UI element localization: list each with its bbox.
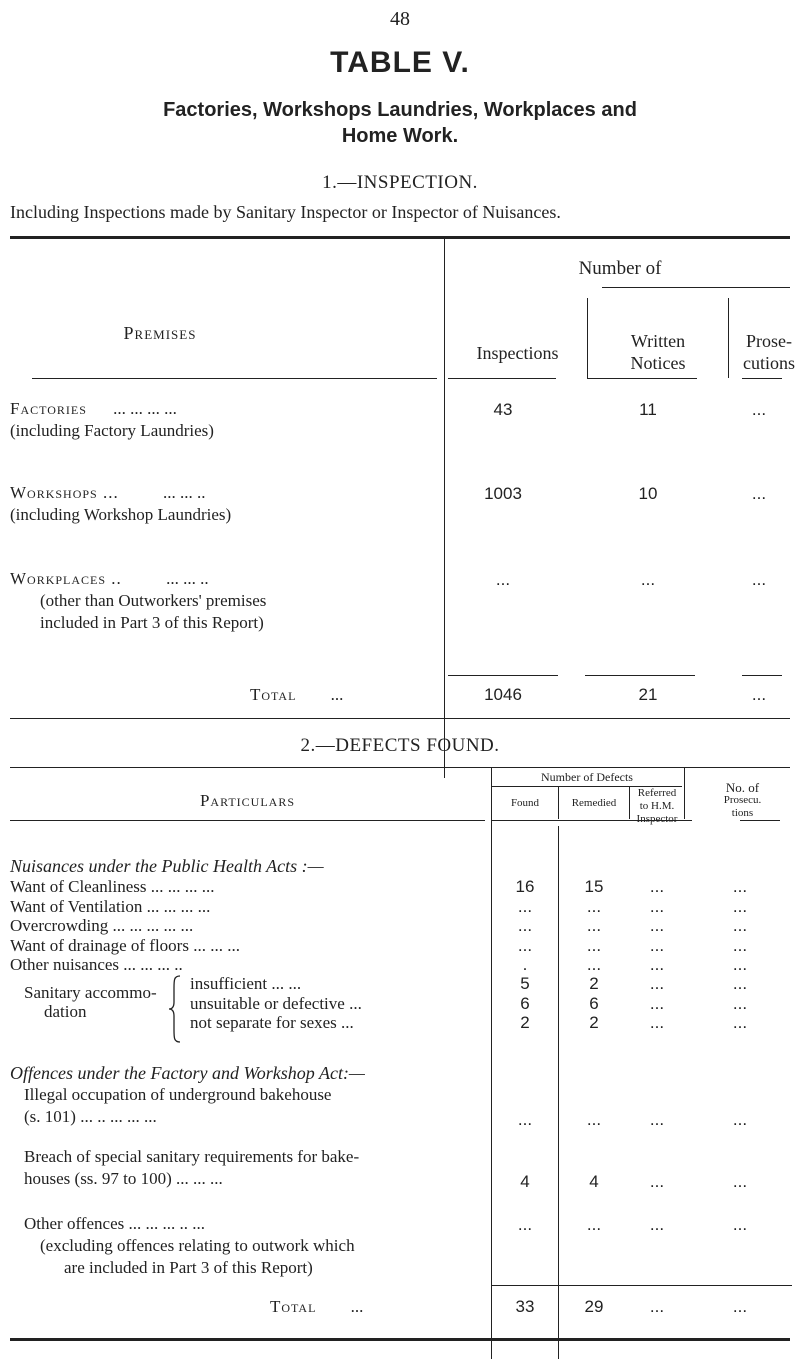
total-referred: ... bbox=[649, 1297, 665, 1316]
prosecutions-value: ... bbox=[751, 570, 767, 589]
row-sublabel: included in Part 3 of this Report) bbox=[40, 613, 264, 632]
found-value: ... bbox=[517, 935, 533, 955]
notices-value: 10 bbox=[638, 484, 658, 503]
section-2-heading: 2.—DEFECTS FOUND. bbox=[300, 735, 500, 756]
section-1-note: Including Inspections made by Sanitary Inspector or Inspector of Nuisances. bbox=[10, 202, 561, 222]
subtitle-line-1: Factories, Workshops Laundries, Workplaces and bbox=[163, 99, 637, 121]
prosecutions-value: ... bbox=[732, 955, 748, 974]
prosecutions-label: No. of bbox=[725, 780, 760, 795]
referred-label: to H.M. bbox=[639, 800, 675, 812]
table-bottom-rule bbox=[10, 1338, 790, 1341]
group-heading: Nuisances under the Public Health Acts :— bbox=[10, 856, 324, 876]
found-value: ... bbox=[517, 1110, 533, 1129]
remedied-value: ... bbox=[586, 1110, 602, 1129]
remedied-value: ... bbox=[586, 955, 602, 974]
referred-value: ... bbox=[649, 974, 665, 993]
notices-value: ... bbox=[640, 570, 656, 589]
number-of-defects-header: Number of Defects bbox=[541, 770, 633, 784]
row-label: Breach of special sanitary requirements for bake- bbox=[24, 1147, 360, 1166]
header-rule bbox=[587, 378, 697, 379]
row-label: Overcrowding ... ... ... ... ... bbox=[10, 916, 194, 935]
prosecutions-value: ... bbox=[732, 1013, 748, 1032]
row-label: are included in Part 3 of this Report) bbox=[64, 1258, 313, 1277]
written-notices-header bbox=[588, 330, 728, 374]
cutions-label: cutions bbox=[743, 353, 795, 373]
row-label: houses (ss. 97 to 100) ... ... ... bbox=[24, 1169, 223, 1188]
row-label: Want of drainage of floors ... ... ... bbox=[10, 935, 240, 955]
section-1-heading: 1.—INSPECTION. bbox=[322, 172, 478, 193]
remedied-value: 2 bbox=[589, 974, 599, 993]
row-label: unsuitable or defective ... bbox=[190, 993, 362, 1013]
notices-value: 11 bbox=[639, 400, 657, 419]
row-sublabel: (including Workshop Laundries) bbox=[10, 505, 232, 524]
row-label: Illegal occupation of underground bakehouse bbox=[24, 1085, 332, 1104]
remedied-value: ... bbox=[586, 1215, 602, 1234]
row-label: Other offences ... ... ... .. ... bbox=[24, 1214, 205, 1233]
referred-value: ... bbox=[649, 1110, 665, 1129]
found-value: 16 bbox=[515, 877, 535, 896]
found-value: 2 bbox=[520, 1013, 530, 1032]
found-value: 5 bbox=[520, 974, 530, 993]
prosecutions-value: ... bbox=[732, 974, 748, 993]
remedied-header: Remedied bbox=[571, 797, 617, 809]
table-bottom-rule bbox=[10, 718, 790, 719]
header-rule bbox=[742, 378, 782, 379]
row-label: Want of Cleanliness ... ... ... ... bbox=[10, 877, 215, 896]
remedied-value: 6 bbox=[589, 993, 599, 1013]
referred-value: ... bbox=[649, 1172, 665, 1191]
table-top-rule bbox=[10, 236, 790, 239]
header-rule bbox=[740, 820, 780, 821]
total-row bbox=[270, 1296, 363, 1318]
remedied-value: 4 bbox=[589, 1172, 599, 1191]
column-divider bbox=[491, 767, 492, 1359]
found-header: Found bbox=[510, 797, 540, 809]
referred-label: Inspector bbox=[636, 813, 678, 825]
row-label: Other nuisances ... ... ... .. bbox=[10, 955, 183, 974]
found-value: ... bbox=[517, 1215, 533, 1234]
total-rule bbox=[585, 675, 695, 676]
remedied-value: 15 bbox=[584, 877, 604, 896]
header-rule bbox=[10, 820, 485, 821]
prosecutions-value: ... bbox=[732, 896, 748, 916]
prosecutions-value: ... bbox=[732, 916, 748, 935]
inspections-value: ... bbox=[495, 570, 511, 589]
table-row bbox=[10, 482, 206, 504]
header-rule bbox=[492, 820, 692, 821]
prosecutions-header bbox=[685, 781, 800, 820]
total-notices: 21 bbox=[638, 685, 658, 704]
prosecutions-header bbox=[729, 330, 800, 374]
row-label: Workplaces .. bbox=[10, 569, 122, 588]
total-rule bbox=[492, 1285, 792, 1286]
referred-value: ... bbox=[649, 1215, 665, 1234]
leader-dots: ... bbox=[350, 1297, 364, 1316]
referred-label: Referred bbox=[637, 787, 677, 799]
total-inspections: 1046 bbox=[484, 685, 522, 704]
prosecutions-value: ... bbox=[732, 935, 748, 955]
notices-label: Notices bbox=[630, 353, 686, 373]
remedied-value: ... bbox=[586, 896, 602, 916]
prose-label: Prose- bbox=[746, 331, 792, 351]
leader-dots: ... ... ... ... bbox=[113, 399, 177, 418]
total-found: 33 bbox=[515, 1297, 535, 1316]
inspections-value: 1003 bbox=[484, 484, 522, 503]
leader-dots: ... bbox=[330, 685, 344, 704]
leader-dots: ... ... .. bbox=[163, 483, 206, 502]
prosecutions-value: ... bbox=[732, 877, 748, 896]
prosecutions-value: ... bbox=[732, 1110, 748, 1129]
sanitary-brace bbox=[168, 974, 182, 1044]
premises-header: Premises bbox=[123, 323, 197, 343]
total-rule bbox=[742, 675, 782, 676]
row-sublabel: (including Factory Laundries) bbox=[10, 421, 214, 440]
remedied-value: 2 bbox=[589, 1013, 599, 1032]
prosecutions-value: ... bbox=[732, 993, 748, 1013]
subtitle-line-2: Home Work. bbox=[341, 125, 459, 147]
page-subtitle bbox=[0, 97, 800, 149]
prosecutions-value: ... bbox=[732, 1215, 748, 1234]
written-label: Written bbox=[630, 331, 686, 351]
referred-value: ... bbox=[649, 935, 665, 955]
inspections-header: Inspections bbox=[476, 343, 559, 363]
remedied-value: ... bbox=[586, 916, 602, 935]
found-value: ... bbox=[517, 916, 533, 935]
leader-dots: ... ... .. bbox=[166, 569, 209, 588]
total-remedied: 29 bbox=[584, 1297, 604, 1316]
prosecutions-label: tions bbox=[731, 807, 754, 819]
referred-value: ... bbox=[649, 896, 665, 916]
total-label: Total bbox=[270, 1297, 317, 1316]
row-label: (s. 101) ... .. ... ... ... bbox=[24, 1107, 157, 1126]
row-label: (excluding offences relating to outwork which bbox=[40, 1236, 355, 1255]
row-label: not separate for sexes ... bbox=[190, 1013, 354, 1032]
row-label: Factories bbox=[10, 399, 87, 418]
sanitary-label bbox=[24, 983, 157, 1021]
remedied-value: ... bbox=[586, 935, 602, 955]
total-prosecutions: ... bbox=[732, 1297, 748, 1316]
header-rule bbox=[32, 378, 437, 379]
found-value: 6 bbox=[520, 993, 530, 1013]
prosecutions-label: Prosecu. bbox=[723, 794, 762, 806]
row-label: Workshops ... bbox=[10, 483, 119, 502]
column-divider bbox=[444, 238, 445, 778]
sanitary-label-line: Sanitary accommo- bbox=[24, 983, 157, 1002]
table-row bbox=[10, 568, 209, 590]
referred-value: ... bbox=[649, 916, 665, 935]
particulars-header: Particulars bbox=[199, 791, 296, 810]
table-top-rule bbox=[10, 767, 790, 768]
referred-value: ... bbox=[649, 993, 665, 1013]
group-heading: Offences under the Factory and Workshop Act:— bbox=[10, 1063, 365, 1083]
row-label: Want of Ventilation ... ... ... ... bbox=[10, 896, 211, 916]
prosecutions-value: ... bbox=[751, 400, 767, 419]
row-sublabel: (other than Outworkers' premises bbox=[40, 591, 267, 610]
total-row bbox=[250, 684, 343, 706]
found-value: 4 bbox=[520, 1172, 530, 1191]
referred-value: ... bbox=[649, 877, 665, 896]
page-number: 48 bbox=[390, 8, 410, 30]
referred-value: ... bbox=[649, 1013, 665, 1032]
page-title: TABLE V. bbox=[330, 46, 470, 79]
number-of-header: Number of bbox=[578, 258, 662, 279]
found-value: ... bbox=[517, 896, 533, 916]
total-label: Total bbox=[250, 685, 297, 704]
sanitary-label-line: dation bbox=[44, 1002, 87, 1021]
found-value: . bbox=[522, 955, 528, 974]
header-rule bbox=[602, 287, 790, 288]
inspections-value: 43 bbox=[493, 400, 513, 419]
total-rule bbox=[448, 675, 558, 676]
table-row bbox=[10, 398, 177, 420]
header-rule bbox=[448, 378, 556, 379]
prosecutions-value: ... bbox=[751, 484, 767, 503]
row-label: insufficient ... ... bbox=[190, 974, 302, 993]
total-prosecutions: ... bbox=[751, 685, 767, 704]
referred-value: ... bbox=[649, 955, 665, 974]
prosecutions-value: ... bbox=[732, 1172, 748, 1191]
